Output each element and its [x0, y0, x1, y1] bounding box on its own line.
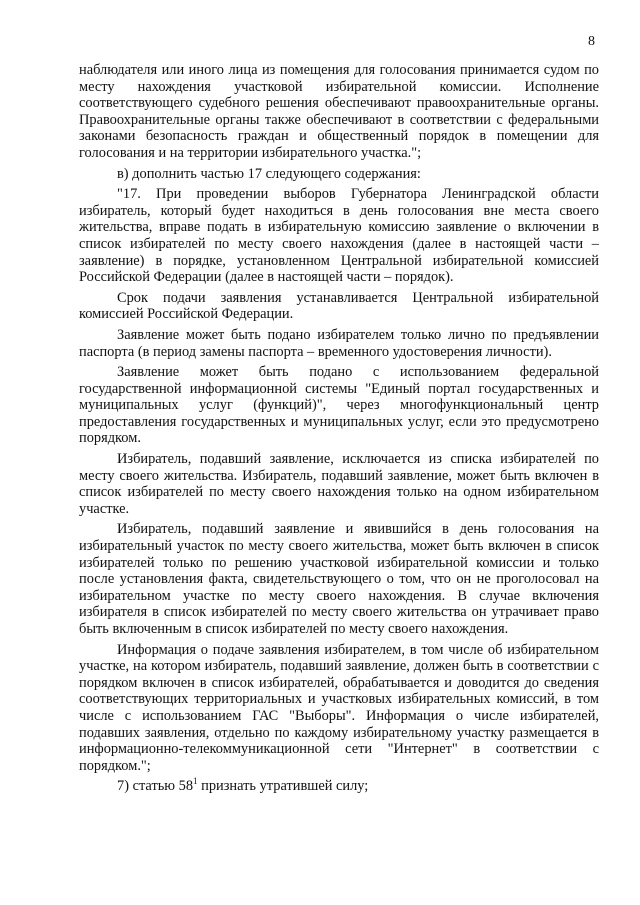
paragraph-continuation: наблюдателя или иного лица из помещения для голосования принимается судом по месту нахождения участковой избирательной комиссии. Исполнение соответствующего судебного решения обеспечивают правоохранительные органы. Правоохранительные органы также обеспечивают в соответствии с федеральными законами безопасность граждан и общественный порядок в помещении для голосования и на территории избирательного участка."; — [79, 62, 599, 161]
article-7-text: 7) статью 58 — [117, 778, 194, 795]
paragraph-deadline: Срок подачи заявления устанавливается Центральной избирательной комиссией Российской Федерации. — [79, 289, 599, 323]
paragraph-information: Информация о подаче заявления избирателем, в том числе об избирательном участке, на котором избиратель, подавший заявление, должен быть в соответствии с порядком включен в список избирателей, обрабатывается и доводится до сведения соответствующих территориальных и участковых избирательных комиссий, в том числе с использованием ГАС "Выборы". Информация о числе избирателей, подавших заявления, отдельно по каждому избирательному участку размещается в информационно-телекоммуникационной сети "Интернет" в соответствии с порядком."; — [79, 641, 599, 774]
article-superscript: 1 — [193, 776, 198, 787]
paragraph-home-station: Избиратель, подавший заявление и явившийся в день голосования на избирательный участок по месту своего жительства, может быть включен в список избирателей только по решению участковой избирательной комиссии и только после установления факта, свидетельствующего о том, что он не проголосовал на избирательном участке по месту своего нахождения. В случае включения избирателя в список избирателей по месту своего жительства он утрачивает право быть включенным в список избирателей по месту своего нахождения. — [79, 521, 599, 637]
article-7-text-end: признать утратившей силу; — [197, 778, 369, 795]
document-body — [79, 62, 599, 799]
paragraph-in-person: Заявление может быть подано избирателем только лично по предъявлении паспорта (в период замены паспорта – временного удостоверения личности). — [79, 326, 599, 360]
paragraph-exclusion: Избиратель, подавший заявление, исключается из списка избирателей по месту своего жительства. Избиратель, подавший заявление, может быть включен в список избирателей по месту своего нахождения только на одном избирательном участке. — [79, 451, 599, 517]
paragraph-amendment-v: в) дополнить частью 17 следующего содержания: — [117, 165, 421, 182]
paragraph-part-17: "17. При проведении выборов Губернатора Ленинградской области избиратель, который будет находиться в день голосования вне места своего жительства, вправе подать в избирательную комиссию заявление о включении в список избирателей по месту своего нахождения (далее в настоящей части – заявление) в порядке, установленном Центральной избирательной комиссией Российской Федерации (далее в настоящей части – порядок). — [79, 186, 599, 286]
paragraph-online: Заявление может быть подано с использованием федеральной государственной информационной системы "Единый портал государственных и муниципальных услуг (функций)", через многофункциональный центр предоставления государственных и муниципальных услуг, если это предусмотрено порядком. — [79, 364, 599, 447]
page-number: 8 — [588, 34, 595, 49]
paragraph-article-7 — [79, 778, 599, 795]
